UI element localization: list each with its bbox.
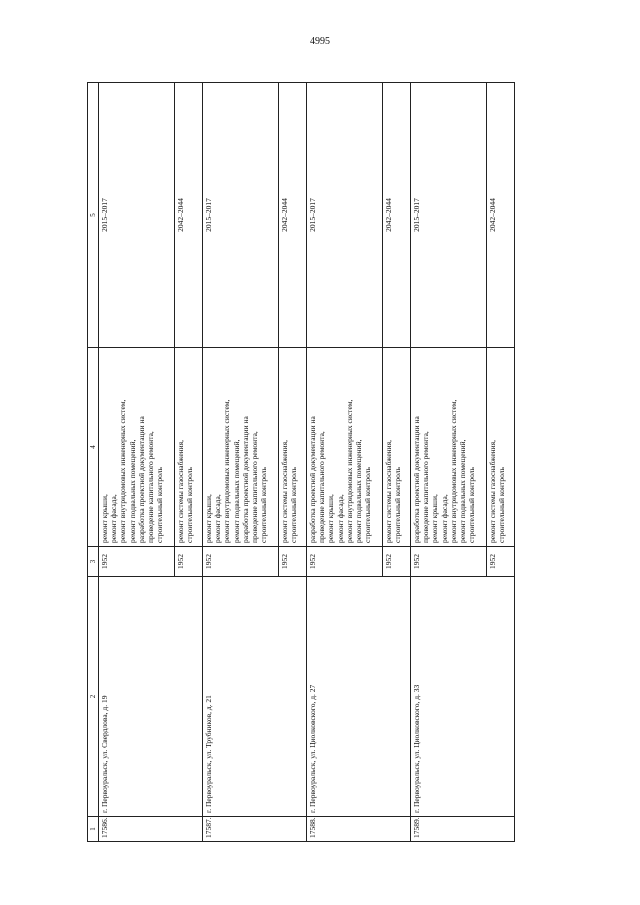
work-item: разработка проектной документации на — [412, 416, 421, 543]
work-list — [307, 348, 383, 547]
table-row — [411, 83, 487, 842]
work-item: ремонт подвальных помещений, — [127, 439, 137, 543]
rotated-table-container — [87, 83, 552, 842]
work-item: строительный контроль — [185, 467, 195, 543]
column-header: 2 — [88, 577, 99, 817]
build-year: 1952 — [203, 547, 279, 577]
work-item: ремонт крыши, — [430, 494, 440, 543]
entry-address: г. Первоуральск, ул. Циолковского, д. 33 — [411, 577, 515, 817]
entry-number: 17588. — [307, 817, 411, 842]
work-item: строительный контроль — [289, 467, 299, 543]
work-item: ремонт крыши, — [326, 494, 336, 543]
work-item: строительный контроль — [393, 467, 403, 543]
work-item: проведение капитального ремонта, — [421, 431, 431, 543]
work-list — [99, 348, 175, 547]
work-item: ремонт подвальных помещений, — [458, 439, 468, 543]
work-item: ремонт системы газоснабжения, — [280, 439, 289, 543]
work-item: ремонт фасада, — [335, 494, 345, 543]
table-row — [307, 83, 383, 842]
build-year: 1952 — [279, 547, 307, 577]
table-row — [203, 83, 279, 842]
work-list — [175, 348, 203, 547]
column-header: 3 — [88, 547, 99, 577]
work-item: проведение капитального ремонта, — [317, 431, 327, 543]
work-item: проведение капитального ремонта, — [146, 431, 156, 543]
work-item: ремонт фасада, — [213, 494, 223, 543]
work-item: ремонт фасада, — [439, 494, 449, 543]
work-item: ремонт крыши, — [100, 494, 109, 543]
work-item: ремонт внутридомовых инженерных систем, — [344, 399, 354, 543]
repair-schedule-table — [87, 82, 515, 842]
work-item: ремонт внутридомовых инженерных систем, — [222, 399, 232, 543]
work-item: разработка проектной документации на — [240, 416, 250, 543]
repair-period: 2042–2044 — [383, 83, 411, 348]
table-row — [99, 83, 175, 842]
repair-period: 2015–2017 — [307, 83, 383, 348]
work-item: разработка проектной документации на — [308, 416, 317, 543]
work-item: строительный контроль — [259, 467, 269, 543]
work-list — [203, 348, 279, 547]
build-year: 1952 — [411, 547, 487, 577]
repair-period: 2042–2044 — [279, 83, 307, 348]
page-number: 4995 — [310, 36, 330, 47]
repair-period: 2042–2044 — [487, 83, 515, 348]
work-item: ремонт фасада, — [109, 494, 119, 543]
work-item: ремонт внутридомовых инженерных систем, — [448, 399, 458, 543]
entry-address: г. Первоуральск, ул. Свердлова, д. 19 — [99, 577, 203, 817]
rotated-table — [87, 83, 552, 842]
work-item: ремонт системы газоснабжения, — [488, 439, 497, 543]
repair-period: 2015–2017 — [411, 83, 487, 348]
work-item: проведение капитального ремонта, — [250, 431, 260, 543]
build-year: 1952 — [175, 547, 203, 577]
work-item: строительный контроль — [363, 467, 373, 543]
entry-number: 17587. — [203, 817, 307, 842]
work-list — [487, 348, 515, 547]
work-item: ремонт системы газоснабжения, — [176, 439, 185, 543]
work-item: строительный контроль — [497, 467, 507, 543]
header-row — [88, 83, 99, 842]
work-item: строительный контроль — [155, 467, 165, 543]
repair-period: 2015–2017 — [99, 83, 175, 348]
entry-address: г. Первоуральск, ул. Трубников, д. 21 — [203, 577, 307, 817]
build-year: 1952 — [99, 547, 175, 577]
entry-number: 17586. — [99, 817, 203, 842]
column-header: 1 — [88, 817, 99, 842]
build-year: 1952 — [307, 547, 383, 577]
work-item: ремонт подвальных помещений, — [354, 439, 364, 543]
work-item: ремонт системы газоснабжения, — [384, 439, 393, 543]
work-list — [383, 348, 411, 547]
build-year: 1952 — [487, 547, 515, 577]
entry-number: 17589. — [411, 817, 515, 842]
repair-period: 2042–2044 — [175, 83, 203, 348]
column-header: 4 — [88, 348, 99, 547]
work-list — [411, 348, 487, 547]
work-list — [279, 348, 307, 547]
work-item: строительный контроль — [467, 467, 477, 543]
build-year: 1952 — [383, 547, 411, 577]
entry-address: г. Первоуральск, ул. Циолковского, д. 27 — [307, 577, 411, 817]
work-item: ремонт подвальных помещений, — [231, 439, 241, 543]
work-item: разработка проектной документации на — [136, 416, 146, 543]
work-item: ремонт внутридомовых инженерных систем, — [118, 399, 128, 543]
column-header: 5 — [88, 83, 99, 348]
repair-period: 2015–2017 — [203, 83, 279, 348]
work-item: ремонт крыши, — [204, 494, 213, 543]
